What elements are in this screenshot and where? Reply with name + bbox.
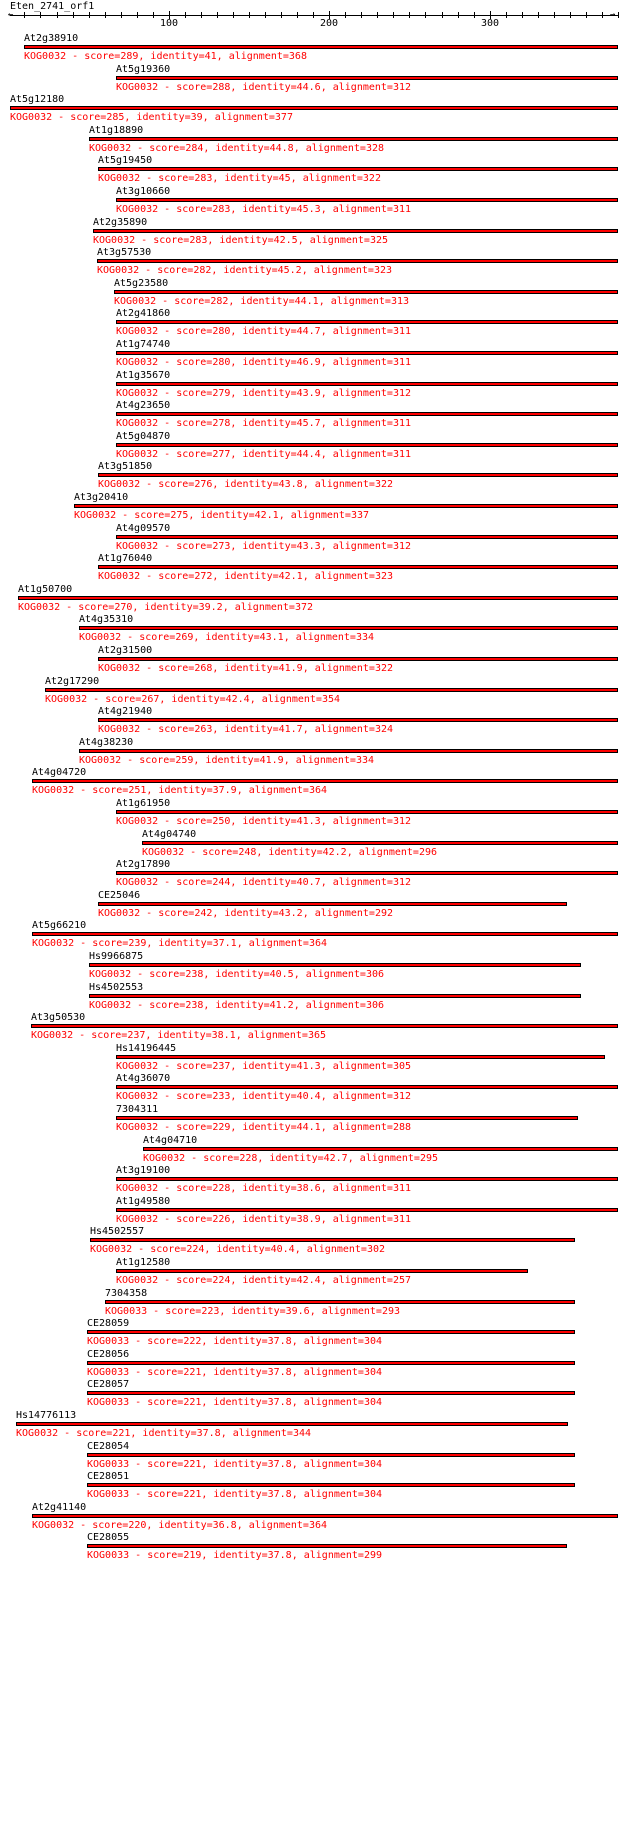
alignment-bar[interactable] (18, 596, 618, 600)
alignment-bar[interactable] (142, 841, 618, 845)
alignment-bar[interactable] (114, 290, 618, 294)
hit-description[interactable]: KOG0032 - score=220, identity=36.8, alignment=364 (32, 1519, 328, 1531)
query-title: Eten_2741_orf1 (10, 1, 95, 12)
alignment-bar[interactable] (98, 167, 618, 171)
hit-name[interactable]: 7304311 (116, 1104, 159, 1115)
alignment-bar[interactable] (116, 412, 618, 416)
alignment-bar[interactable] (89, 963, 581, 967)
axis-minor-tick (185, 12, 186, 18)
hit-name[interactable]: CE28057 (87, 1379, 130, 1391)
axis-minor-tick (57, 12, 58, 18)
alignment-bar[interactable] (24, 45, 618, 49)
hit-description[interactable]: KOG0032 - score=270, identity=39.2, alignment=372 (18, 601, 314, 613)
alignment-bar[interactable] (116, 198, 618, 202)
axis-minor-tick (105, 12, 106, 18)
hit-name[interactable]: At2g41140 (32, 1501, 87, 1513)
hit-name[interactable]: At3g20410 (74, 492, 129, 503)
axis-minor-tick (361, 12, 362, 18)
alignment-bar[interactable] (90, 1238, 575, 1242)
hit-name[interactable]: At1g12580 (116, 1257, 171, 1268)
axis-minor-tick (73, 12, 74, 18)
hit-name[interactable]: CE25046 (98, 889, 141, 901)
axis-minor-tick (201, 12, 202, 18)
hit-name[interactable]: At5g19450 (98, 155, 153, 167)
axis-minor-tick (121, 12, 122, 18)
hit-name[interactable]: At4g04710 (143, 1134, 198, 1146)
axis-minor-tick (249, 12, 250, 18)
alignment-bar[interactable] (98, 718, 618, 722)
alignment-bar[interactable] (116, 443, 618, 447)
alignment-bar[interactable] (116, 1116, 578, 1120)
hit-name[interactable]: At4g04740 (142, 828, 197, 840)
hit-name[interactable]: Hs14776113 (16, 1410, 77, 1421)
hit-description[interactable]: KOG0032 - score=259, identity=41.9, alignment=334 (79, 754, 375, 766)
hit-description[interactable]: KOG0032 - score=289, identity=41, alignment=368 (24, 51, 307, 62)
hit-name[interactable]: At1g76040 (98, 553, 153, 565)
alignment-bar[interactable] (74, 504, 618, 508)
hit-description[interactable]: KOG0032 - score=238, identity=41.2, alignment=306 (89, 999, 385, 1011)
alignment-bar[interactable] (116, 1177, 618, 1181)
hit-description[interactable]: KOG0033 - score=219, identity=37.8, alignment=299 (87, 1550, 383, 1562)
alignment-bar[interactable] (32, 779, 618, 783)
hit-name[interactable]: CE28055 (87, 1532, 130, 1544)
hit-description[interactable]: KOG0033 - score=221, identity=37.8, alignment=304 (87, 1489, 383, 1501)
axis-minor-tick (297, 12, 298, 18)
hit-description[interactable]: KOG0032 - score=283, identity=45.3, alignment=311 (116, 204, 412, 215)
alignment-bar[interactable] (32, 1514, 618, 1518)
alignment-bar[interactable] (116, 535, 618, 539)
alignment-bar[interactable] (93, 229, 618, 233)
hit-description[interactable]: KOG0032 - score=282, identity=45.2, alignment=323 (97, 265, 393, 277)
hit-description[interactable]: KOG0032 - score=280, identity=44.7, alignment=311 (116, 326, 412, 338)
hit-description[interactable]: KOG0032 - score=238, identity=40.5, alignment=306 (89, 969, 385, 980)
hit-name[interactable]: At1g49580 (116, 1195, 171, 1207)
alignment-bar[interactable] (97, 259, 618, 263)
hit-description[interactable]: KOG0032 - score=233, identity=40.4, alignment=312 (116, 1091, 412, 1103)
hit-description[interactable]: KOG0032 - score=228, identity=38.6, alignment=311 (116, 1183, 412, 1195)
alignment-bar[interactable] (98, 657, 618, 661)
alignment-bar[interactable] (116, 1208, 618, 1212)
hit-name[interactable]: At5g12180 (10, 94, 65, 106)
alignment-bar[interactable] (10, 106, 618, 110)
hit-description[interactable]: KOG0032 - score=221, identity=37.8, alignment=344 (16, 1428, 312, 1439)
axis-minor-tick (506, 12, 507, 18)
hit-description[interactable]: KOG0032 - score=269, identity=43.1, alignment=334 (79, 632, 375, 644)
hit-description[interactable]: KOG0033 - score=221, identity=37.8, alignment=304 (87, 1458, 383, 1470)
hit-description[interactable]: KOG0032 - score=272, identity=42.1, alignment=323 (98, 571, 394, 583)
axis-minor-tick (458, 12, 459, 18)
hit-name[interactable]: At4g04720 (32, 767, 87, 779)
alignment-bar[interactable] (116, 1055, 605, 1059)
alignment-bar[interactable] (87, 1391, 575, 1395)
hit-description[interactable]: KOG0033 - score=221, identity=37.8, alignment=304 (87, 1366, 383, 1378)
axis-minor-tick (442, 12, 443, 18)
hit-name[interactable]: Hs4502553 (89, 981, 144, 993)
hit-name[interactable]: At1g74740 (116, 339, 171, 350)
axis-minor-tick (265, 12, 266, 18)
hit-description[interactable]: KOG0032 - score=251, identity=37.9, alignment=364 (32, 785, 328, 797)
hit-name[interactable]: At4g21940 (98, 706, 153, 718)
hit-name[interactable]: At1g18890 (89, 124, 144, 136)
hit-description[interactable]: KOG0032 - score=244, identity=40.7, alignment=312 (116, 877, 412, 889)
hit-name[interactable]: At2g38910 (24, 33, 79, 44)
hit-name[interactable]: CE28051 (87, 1471, 130, 1483)
hit-description[interactable]: KOG0032 - score=268, identity=41.9, alignment=322 (98, 663, 394, 674)
alignment-bar[interactable] (45, 688, 618, 692)
axis-minor-tick (618, 12, 619, 18)
hit-name[interactable]: CE28059 (87, 1318, 130, 1330)
hit-name[interactable]: At5g19360 (116, 63, 171, 75)
alignment-bar[interactable] (116, 320, 618, 324)
alignment-bar[interactable] (87, 1453, 575, 1457)
hit-description[interactable]: KOG0033 - score=222, identity=37.8, alignment=304 (87, 1336, 383, 1348)
alignment-bar[interactable] (116, 382, 618, 386)
hit-description[interactable]: KOG0033 - score=223, identity=39.6, alignment=293 (105, 1305, 401, 1317)
hit-description[interactable]: KOG0032 - score=267, identity=42.4, alignment=354 (45, 693, 341, 705)
hit-description[interactable]: KOG0032 - score=237, identity=41.3, alignment=305 (116, 1060, 412, 1072)
hit-name[interactable]: Hs14196445 (116, 1042, 177, 1054)
axis-minor-tick (345, 12, 346, 18)
axis-minor-tick (24, 12, 25, 18)
hit-description[interactable]: KOG0032 - score=224, identity=42.4, alignment=257 (116, 1275, 412, 1286)
alignment-bar[interactable] (87, 1544, 567, 1548)
hit-name[interactable]: At5g23580 (114, 277, 169, 289)
hit-description[interactable]: KOG0032 - score=280, identity=46.9, alignment=311 (116, 357, 412, 368)
axis-minor-tick (377, 12, 378, 18)
hit-name[interactable]: At2g31500 (98, 645, 153, 656)
hit-description[interactable]: KOG0032 - score=277, identity=44.4, alignment=311 (116, 448, 412, 460)
hit-description[interactable]: KOG0032 - score=250, identity=41.3, alignment=312 (116, 816, 412, 827)
hit-name[interactable]: At3g50530 (31, 1012, 86, 1024)
hit-description[interactable]: KOG0032 - score=275, identity=42.1, alignment=337 (74, 510, 370, 521)
hit-description[interactable]: KOG0033 - score=221, identity=37.8, alignment=304 (87, 1397, 383, 1409)
axis-minor-tick (409, 12, 410, 18)
hit-description[interactable]: KOG0032 - score=248, identity=42.2, alignment=296 (142, 846, 438, 858)
alignment-bar[interactable] (89, 994, 581, 998)
hit-name[interactable]: At1g35670 (116, 369, 171, 381)
axis-line (10, 15, 618, 16)
alignment-bar[interactable] (116, 351, 618, 355)
hit-description[interactable]: KOG0032 - score=283, identity=45, alignment=322 (98, 173, 381, 185)
axis-minor-tick (538, 12, 539, 18)
alignment-bar[interactable] (87, 1483, 575, 1487)
hit-description[interactable]: KOG0032 - score=239, identity=37.1, alignment=364 (32, 938, 328, 950)
hit-description[interactable]: KOG0032 - score=282, identity=44.1, alignment=313 (114, 295, 410, 307)
hit-description[interactable]: KOG0032 - score=273, identity=43.3, alignment=312 (116, 540, 412, 552)
hit-description[interactable]: KOG0032 - score=228, identity=42.7, alignment=295 (143, 1152, 439, 1164)
alignment-bar[interactable] (32, 932, 618, 936)
axis-minor-tick (40, 12, 41, 18)
axis-minor-tick (425, 12, 426, 18)
hit-name[interactable]: At2g17890 (116, 859, 171, 871)
hit-description[interactable]: KOG0032 - score=278, identity=45.7, alignment=311 (116, 418, 412, 430)
axis-minor-tick (137, 12, 138, 18)
axis-minor-tick (153, 12, 154, 18)
alignment-bar[interactable] (31, 1024, 618, 1028)
alignment-bar[interactable] (116, 1269, 528, 1273)
hit-description[interactable]: KOG0032 - score=224, identity=40.4, alignment=302 (90, 1244, 386, 1256)
hit-description[interactable]: KOG0032 - score=226, identity=38.9, alignment=311 (116, 1213, 412, 1225)
hit-name[interactable]: At3g51850 (98, 461, 153, 473)
hit-name[interactable]: Hs4502557 (90, 1226, 145, 1238)
axis-minor-tick (89, 12, 90, 18)
axis-minor-tick (217, 12, 218, 18)
hit-name[interactable]: At4g36070 (116, 1073, 171, 1085)
hit-name[interactable]: At4g09570 (116, 522, 171, 534)
axis-minor-tick (554, 12, 555, 18)
alignment-bar[interactable] (89, 137, 618, 141)
hit-name[interactable]: At2g41860 (116, 308, 171, 320)
hit-description[interactable]: KOG0032 - score=279, identity=43.9, alignment=312 (116, 387, 412, 399)
hit-description[interactable]: KOG0032 - score=276, identity=43.8, alignment=322 (98, 479, 394, 491)
alignment-bar[interactable] (116, 76, 618, 80)
hit-name[interactable]: Hs9966875 (89, 951, 144, 962)
alignment-bar[interactable] (116, 871, 618, 875)
hit-name[interactable]: CE28054 (87, 1440, 130, 1452)
hit-description[interactable]: KOG0032 - score=283, identity=42.5, alignment=325 (93, 234, 389, 246)
axis-tick-label: 100 (160, 18, 179, 29)
alignment-bar[interactable] (98, 473, 618, 477)
axis-minor-tick (474, 12, 475, 18)
axis-minor-tick (393, 12, 394, 18)
axis-minor-tick (602, 12, 603, 18)
hit-name[interactable]: At5g04870 (116, 430, 171, 442)
hit-name[interactable]: At3g57530 (97, 247, 152, 259)
alignment-bar[interactable] (79, 749, 618, 753)
axis-minor-tick (281, 12, 282, 18)
hit-name[interactable]: At2g35890 (93, 216, 148, 228)
alignment-bar[interactable] (116, 810, 618, 814)
alignment-bar[interactable] (98, 902, 567, 906)
hit-description[interactable]: KOG0032 - score=242, identity=43.2, alignment=292 (98, 907, 394, 919)
alignment-bar[interactable] (143, 1147, 618, 1151)
alignment-bar[interactable] (98, 565, 618, 569)
alignment-bar[interactable] (116, 1085, 618, 1089)
hit-name[interactable]: At5g66210 (32, 920, 87, 932)
hit-name[interactable]: At3g19100 (116, 1165, 171, 1177)
hit-name[interactable]: At4g23650 (116, 400, 171, 412)
axis-minor-tick (522, 12, 523, 18)
axis-minor-tick (233, 12, 234, 18)
alignment-bar[interactable] (87, 1361, 575, 1365)
alignment-bar[interactable] (105, 1300, 575, 1304)
axis-right-arrow-icon: → (610, 10, 616, 20)
alignment-bar[interactable] (16, 1422, 568, 1426)
hit-name[interactable]: At4g38230 (79, 736, 134, 748)
hit-name[interactable]: At3g10660 (116, 186, 171, 197)
axis-tick-label: 300 (481, 18, 500, 29)
hit-name[interactable]: 7304358 (105, 1287, 148, 1299)
hit-description[interactable]: KOG0032 - score=263, identity=41.7, alignment=324 (98, 724, 394, 736)
hit-name[interactable]: At1g50700 (18, 583, 73, 595)
hit-name[interactable]: CE28056 (87, 1348, 130, 1360)
axis-left-arrow-icon: ← (8, 10, 14, 20)
hit-name[interactable]: At4g35310 (79, 614, 134, 626)
hit-description[interactable]: KOG0032 - score=229, identity=44.1, alignment=288 (116, 1122, 412, 1133)
hit-description[interactable]: KOG0032 - score=285, identity=39, alignment=377 (10, 112, 293, 124)
axis-minor-tick (313, 12, 314, 18)
alignment-bar[interactable] (87, 1330, 575, 1334)
axis-tick-label: 200 (320, 18, 339, 29)
axis-minor-tick (586, 12, 587, 18)
hit-name[interactable]: At2g17290 (45, 675, 100, 687)
axis-minor-tick (570, 12, 571, 18)
hit-description[interactable]: KOG0032 - score=284, identity=44.8, alignment=328 (89, 142, 385, 154)
hit-description[interactable]: KOG0032 - score=237, identity=38.1, alignment=365 (31, 1030, 327, 1042)
alignment-bar[interactable] (79, 626, 618, 630)
hit-description[interactable]: KOG0032 - score=288, identity=44.6, alignment=312 (116, 81, 412, 93)
hit-name[interactable]: At1g61950 (116, 798, 171, 809)
